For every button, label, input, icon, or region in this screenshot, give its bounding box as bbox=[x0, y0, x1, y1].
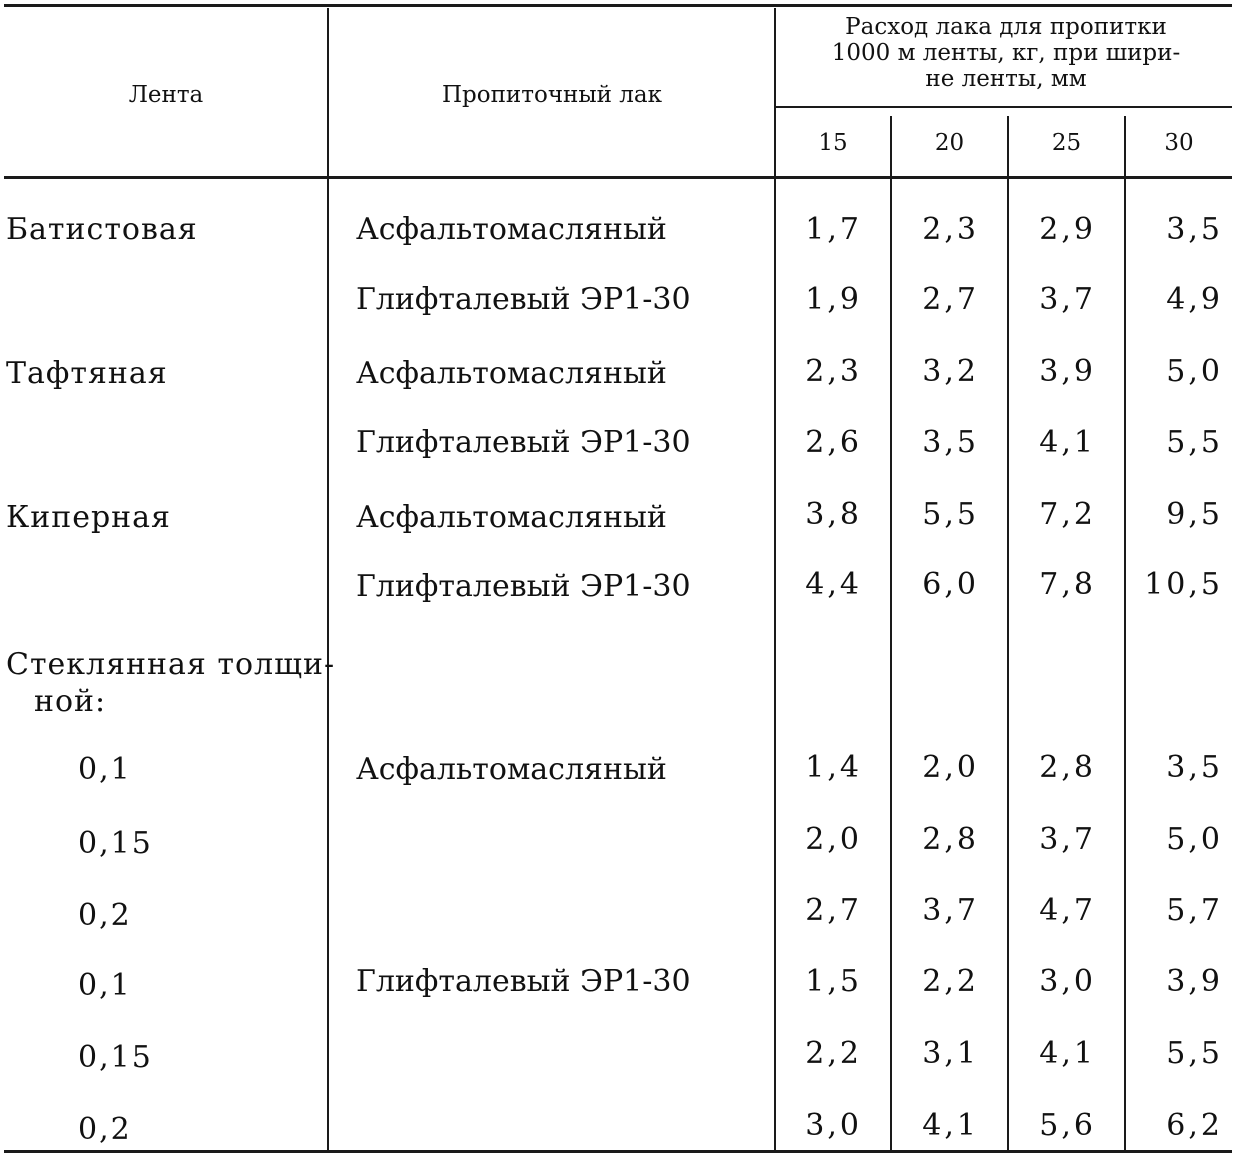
varnish-name: Асфальтомасляный bbox=[356, 752, 667, 787]
value-w15: 2,0 bbox=[805, 822, 862, 857]
value-w25: 3,7 bbox=[1039, 282, 1096, 317]
value-w15: 1,5 bbox=[805, 964, 862, 999]
value-w30: 9,5 bbox=[1166, 497, 1223, 532]
header-width-20: 20 bbox=[934, 130, 965, 156]
value-w15: 3,0 bbox=[805, 1108, 862, 1143]
glass-thickness: 0,2 bbox=[78, 1112, 132, 1147]
header-bottom-rule bbox=[4, 176, 1232, 179]
value-w25: 5,6 bbox=[1039, 1108, 1096, 1143]
column-rule-tape bbox=[327, 8, 329, 1150]
column-rule-w20 bbox=[1007, 116, 1009, 1150]
varnish-name: Глифталевый ЭР1-30 bbox=[356, 964, 691, 999]
value-w25: 4,7 bbox=[1039, 893, 1096, 928]
glass-thickness: 0,1 bbox=[78, 752, 132, 787]
value-w30: 5,7 bbox=[1166, 893, 1223, 928]
glass-tape-label-cont: ной: bbox=[34, 684, 107, 719]
value-w25: 3,0 bbox=[1039, 964, 1096, 999]
value-w30: 10,5 bbox=[1144, 567, 1223, 602]
value-w15: 3,8 bbox=[805, 497, 862, 532]
value-w20: 3,7 bbox=[922, 893, 979, 928]
glass-tape-label: Стеклянная толщи- bbox=[6, 647, 336, 682]
table-top-rule bbox=[4, 4, 1232, 7]
header-consumption bbox=[780, 14, 1232, 92]
value-w15: 2,6 bbox=[805, 425, 862, 460]
varnish-name: Глифталевый ЭР1-30 bbox=[356, 282, 691, 317]
value-w20: 2,3 bbox=[922, 212, 979, 247]
value-w20: 3,2 bbox=[922, 354, 979, 389]
value-w15: 1,9 bbox=[805, 282, 862, 317]
value-w20: 3,5 bbox=[922, 425, 979, 460]
header-consumption-line: Расход лака для пропитки bbox=[845, 14, 1167, 40]
consumption-sub-rule bbox=[776, 106, 1232, 108]
glass-thickness: 0,2 bbox=[78, 898, 132, 933]
value-w30: 5,5 bbox=[1166, 1036, 1223, 1071]
header-consumption-line: 1000 м ленты, кг, при шири- bbox=[831, 40, 1181, 66]
value-w30: 6,2 bbox=[1166, 1108, 1223, 1143]
value-w25: 4,1 bbox=[1039, 425, 1096, 460]
table-bottom-rule bbox=[4, 1150, 1232, 1153]
value-w30: 5,5 bbox=[1166, 425, 1223, 460]
value-w25: 2,8 bbox=[1039, 750, 1096, 785]
glass-thickness: 0,15 bbox=[78, 826, 153, 861]
value-w20: 6,0 bbox=[922, 567, 979, 602]
value-w20: 5,5 bbox=[922, 497, 979, 532]
value-w20: 4,1 bbox=[922, 1108, 979, 1143]
value-w20: 2,0 bbox=[922, 750, 979, 785]
value-w15: 1,7 bbox=[805, 212, 862, 247]
column-rule-varnish bbox=[774, 8, 776, 1150]
value-w25: 7,8 bbox=[1039, 567, 1096, 602]
header-width-30: 30 bbox=[1164, 130, 1194, 156]
varnish-name: Асфальтомасляный bbox=[356, 212, 667, 247]
header-width-15: 15 bbox=[818, 130, 848, 156]
value-w25: 3,9 bbox=[1039, 354, 1096, 389]
header-tape: Лента bbox=[128, 82, 204, 108]
glass-thickness: 0,15 bbox=[78, 1040, 153, 1075]
value-w20: 2,7 bbox=[922, 282, 979, 317]
column-rule-w25 bbox=[1124, 116, 1126, 1150]
value-w20: 3,1 bbox=[922, 1036, 979, 1071]
value-w20: 2,8 bbox=[922, 822, 979, 857]
varnish-name: Глифталевый ЭР1-30 bbox=[356, 569, 691, 604]
value-w30: 5,0 bbox=[1166, 354, 1223, 389]
value-w25: 2,9 bbox=[1039, 212, 1096, 247]
tape-name: Тафтяная bbox=[6, 356, 168, 391]
value-w25: 4,1 bbox=[1039, 1036, 1096, 1071]
varnish-name: Асфальтомасляный bbox=[356, 500, 667, 535]
value-w25: 7,2 bbox=[1039, 497, 1096, 532]
header-varnish: Пропиточный лак bbox=[441, 82, 663, 108]
value-w20: 2,2 bbox=[922, 964, 979, 999]
varnish-name: Асфальтомасляный bbox=[356, 356, 667, 391]
header-width-25: 25 bbox=[1051, 130, 1082, 156]
value-w15: 2,7 bbox=[805, 893, 862, 928]
value-w30: 5,0 bbox=[1166, 822, 1223, 857]
value-w15: 1,4 bbox=[805, 750, 862, 785]
varnish-name: Глифталевый ЭР1-30 bbox=[356, 425, 691, 460]
value-w30: 3,9 bbox=[1166, 964, 1223, 999]
value-w30: 3,5 bbox=[1166, 750, 1223, 785]
value-w15: 4,4 bbox=[805, 567, 862, 602]
value-w25: 3,7 bbox=[1039, 822, 1096, 857]
value-w30: 3,5 bbox=[1166, 212, 1223, 247]
tape-name: Батистовая bbox=[6, 212, 198, 247]
tape-name: Киперная bbox=[6, 500, 171, 535]
value-w15: 2,3 bbox=[805, 354, 862, 389]
glass-thickness: 0,1 bbox=[78, 968, 132, 1003]
value-w30: 4,9 bbox=[1166, 282, 1223, 317]
header-consumption-line: не ленты, мм bbox=[925, 66, 1087, 92]
value-w15: 2,2 bbox=[805, 1036, 862, 1071]
column-rule-w15 bbox=[890, 116, 892, 1150]
